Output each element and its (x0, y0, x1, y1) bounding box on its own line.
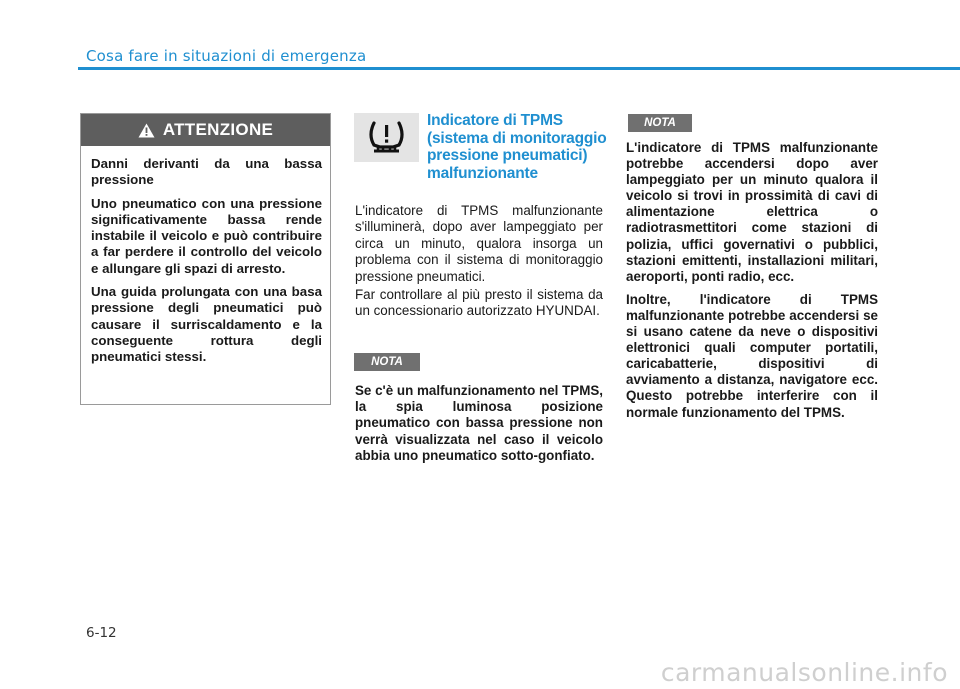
header-rule (78, 67, 960, 70)
warning-paragraph: Una guida prolungata con una basa pressione degli pneumatici può causare il surriscaldamento e la conseguente rottura degli pneumatici stessi. (91, 284, 322, 365)
right-note-body (626, 140, 878, 428)
section-header-title: Cosa fare in situazioni di emergenza (86, 47, 367, 65)
watermark: carmanualsonline.info (660, 658, 948, 687)
note-paragraph: L'indicatore di TPMS malfunzionante potrebbe accendersi dopo aver lampeggiato per un minuto qualora il veicolo si trovi in prossimità di cavi di alimentazione elettrica o radiotrasmettitori come stazioni di polizia, uffici governativi o pubblici, stazioni emittenti, installazioni militari, aeroporti, ponti radio, ecc. (626, 140, 878, 284)
page-number: 6-12 (86, 625, 117, 641)
warning-header (81, 114, 330, 146)
note-text: Se c'è un malfunzionamento nel TPMS, la spia luminosa posizione pneumatico con bassa pressione non verrà visualizzata nel caso il veicolo abbia uno pneumatico sotto-gonfiato. (355, 383, 603, 463)
warning-triangle-icon (138, 123, 155, 138)
warning-label: ATTENZIONE (162, 120, 274, 139)
warning-box (80, 113, 331, 405)
section-paragraph: L'indicatore di TPMS malfunzionante s'illuminerà, dopo aver lampeggiato per circa un minuto, qualora insorga un problema con il sistema di monitoraggio pressione pneumatici. (355, 203, 603, 284)
warning-body (81, 146, 330, 366)
note-paragraph: Inoltre, l'indicatore di TPMS malfunzionante potrebbe accendersi se si usano catene da neve o dispositivi elettronici quali computer portatili, caricabatterie, dispositivi di avviamento a distanza, navigatore ecc. Questo potrebbe interferire con il normale funzionamento del TPMS. (626, 291, 878, 420)
warning-paragraph: Danni derivanti da una bassa pressione (91, 156, 322, 188)
tpms-warning-icon (354, 113, 419, 162)
section-paragraph: Far controllare al più presto il sistema da un concessionario autorizzato HYUNDAI. (355, 287, 603, 319)
section-title: Indicatore di TPMS (sistema di monitoraggio pressione pneumatici) malfunzionante (427, 112, 607, 182)
note-badge: NOTA (628, 114, 692, 132)
note-badge: NOTA (354, 353, 420, 371)
warning-paragraph: Uno pneumatico con una pressione significativamente bassa rende instabile il veicolo e può contribuire a far perdere il controllo del veicolo e allungare gli spazi di arresto. (91, 195, 322, 276)
